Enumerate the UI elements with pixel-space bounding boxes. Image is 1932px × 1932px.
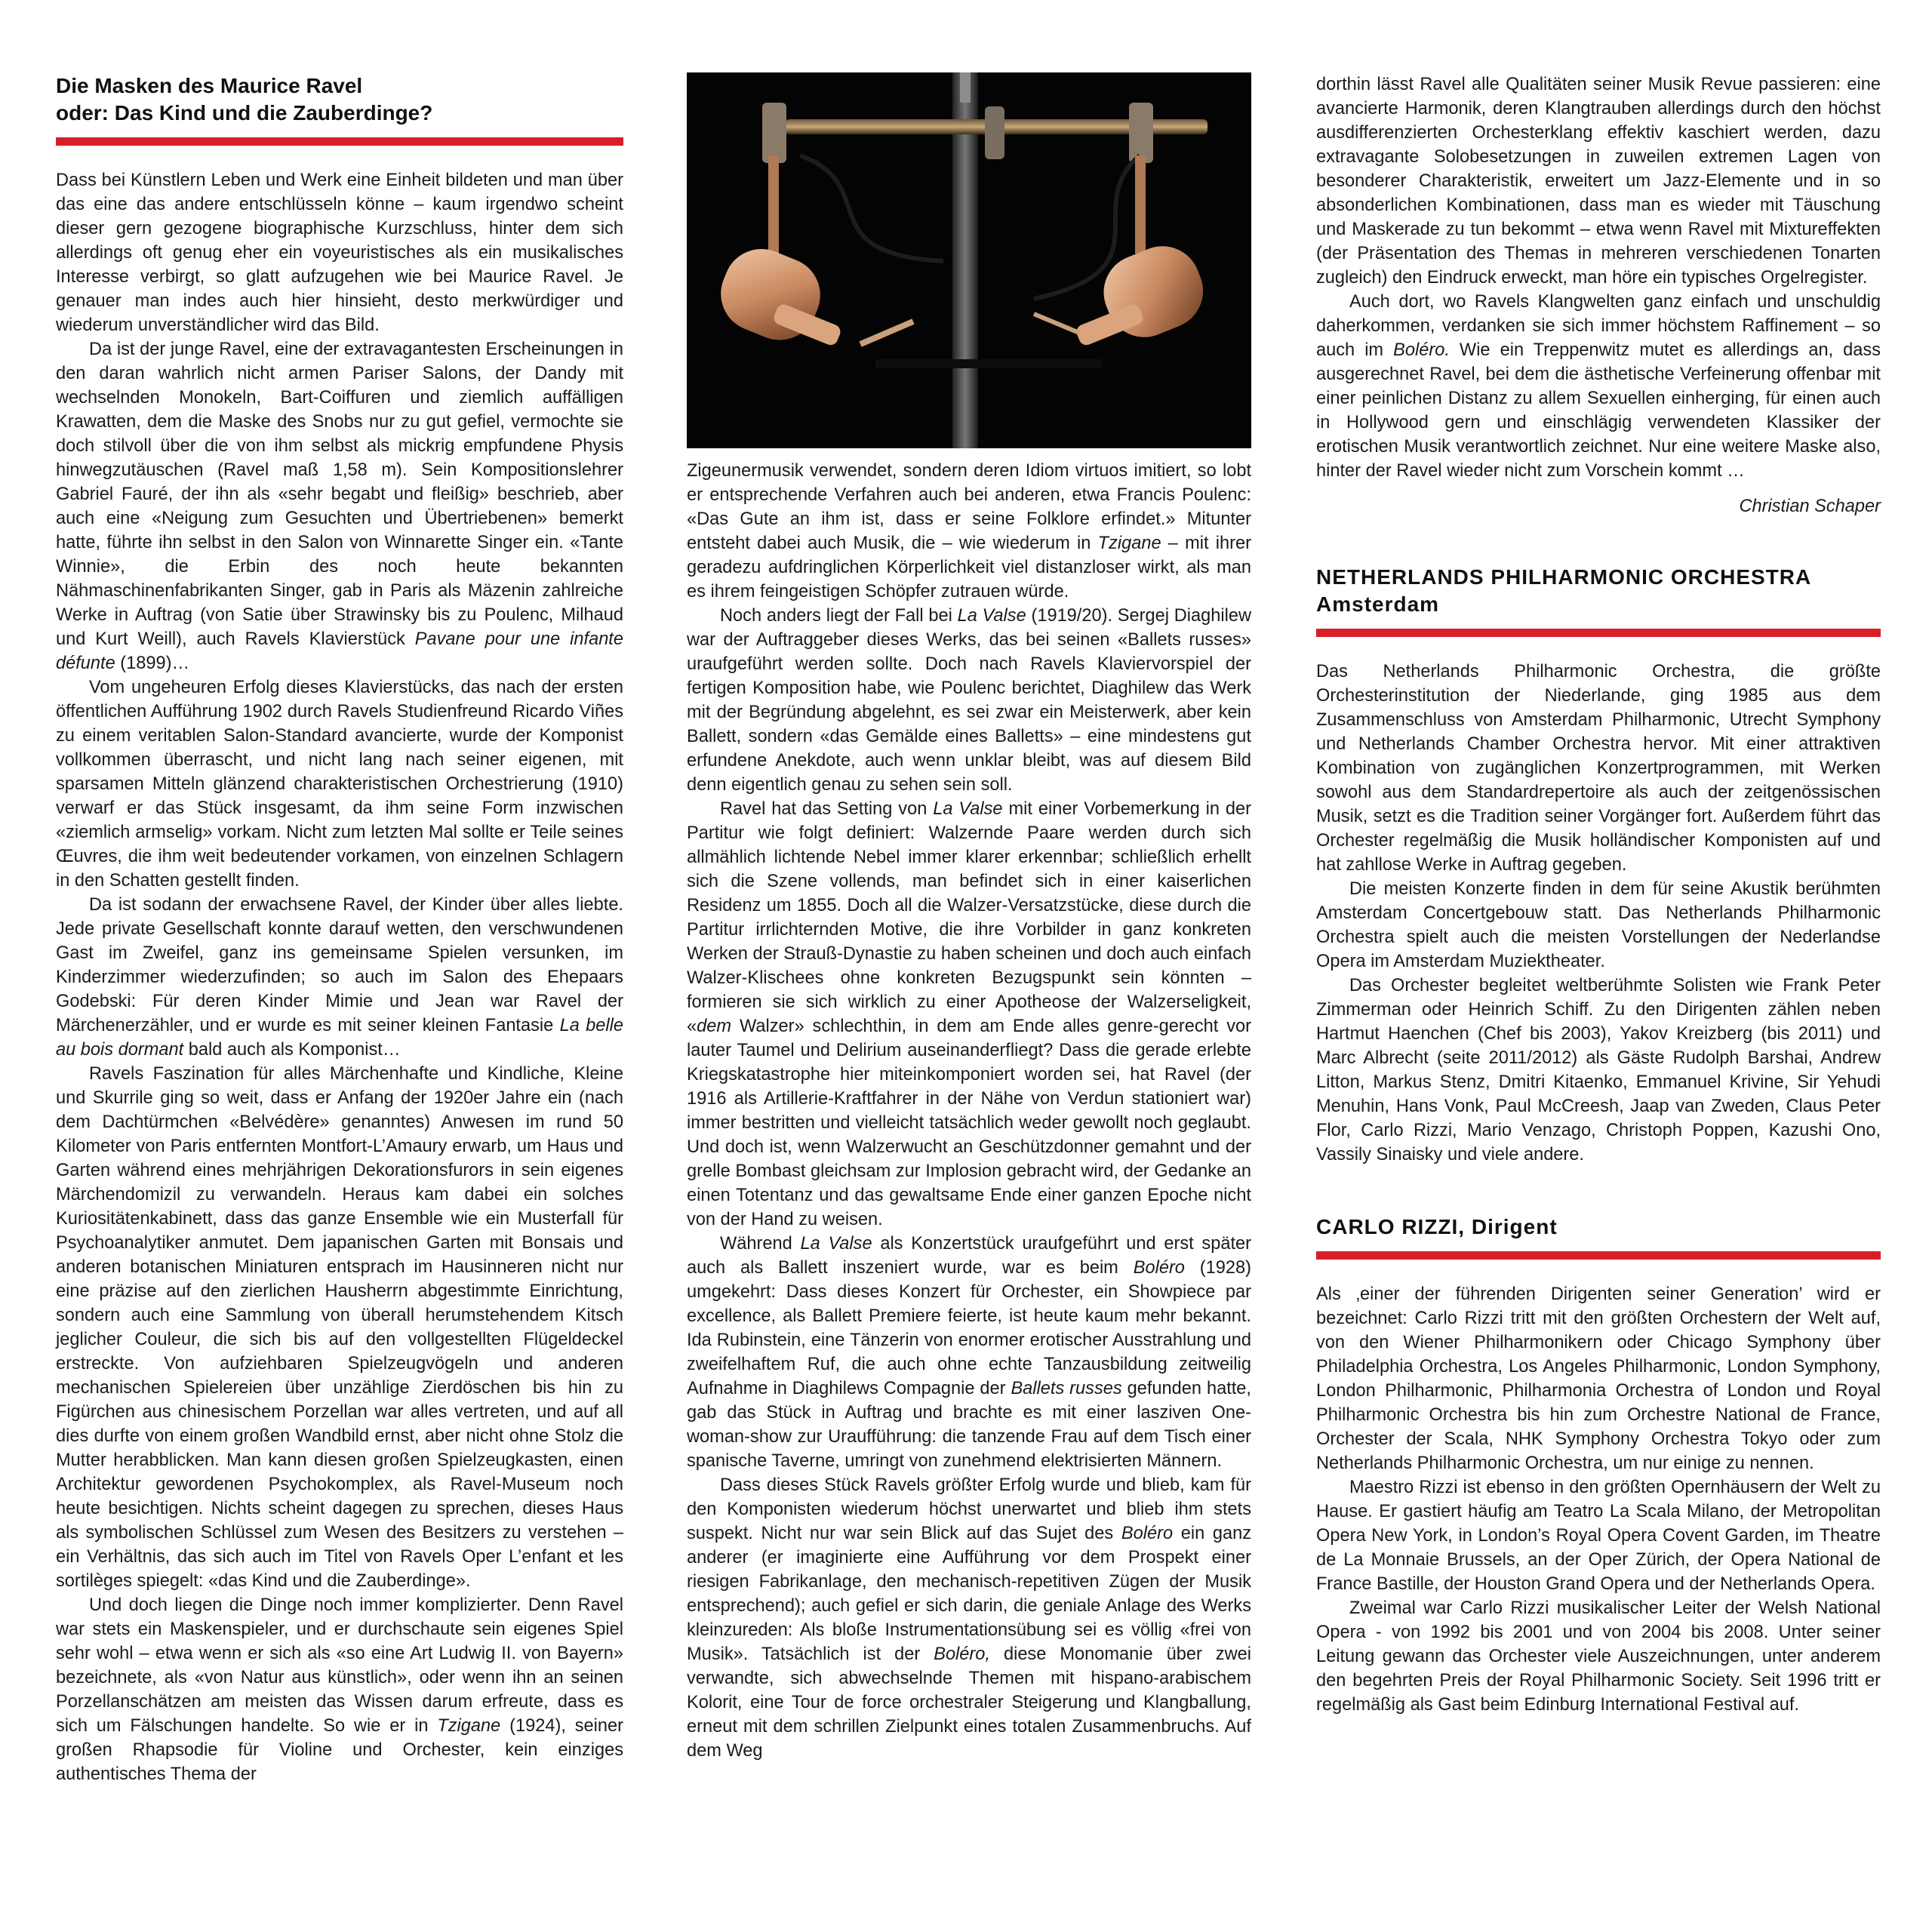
italic-text: dem (697, 1017, 732, 1036)
text-run: Das Netherlands Philharmonic Orchestra, die größte Orchesterinstitution der Niederlande, ging 1985 aus dem Zusammenschluss von Amsterdam Philharmonic, Utrecht Symphony und Netherlands Chamber Orchestra hervor. Mit einer attraktiven Kombination von zugänglichen Konzertprogrammen, mit Werken sowohl aus dem Standardrepertoire als auch der zeitgenössischen Musik, setzt es die Tradition seiner Vorgänger fort. Außerdem führt das Orchester regelmäßig die Musik holländischer Komponisten auf und hat zahllose Werke in Auftrag gegeben. (1316, 662, 1881, 875)
text-run: (1919/20). Sergej Diaghilew war der Auftraggeber dieses Werks, das bei seinen «Ballets russes» uraufgeführt werden sollte. Doch nach Ravels Klaviervorspiel der fertigen Komposition habe, wie Poulenc berichtet, Diaghilew das Werk mit der Begründung abgelehnt, es sei zwar ein Meisterwerk, aber kein Ballett, sondern «das Gemälde eines Balletts» – eine mindestens gut erfundene Anekdote, auch wenn unklar bleibt, was auf diesem Bild denn eigentlich genau zu sehen sein soll. (687, 606, 1251, 795)
text-run: Ravel hat das Setting von (720, 799, 934, 819)
paragraph (1316, 1475, 1881, 1596)
italic-text: Pavane pour une infante défunte (56, 629, 623, 673)
text-run: (1924), seiner großen Rhapsodie für Violine und Orchester, kein einziges authentisches Thema der (56, 1716, 623, 1784)
text-run: bald auch als Komponist… (183, 1040, 401, 1060)
paragraph (1316, 974, 1881, 1167)
orchestra-title: NETHERLANDS PHILHARMONIC ORCHESTRA (1316, 565, 1812, 589)
italic-text: La Valse (957, 606, 1026, 626)
text-run: Zigeunermusik verwendet, sondern deren Idiom virtuos imitiert, so lobt er entsprechende Verfahren auch bei anderen, etwa Francis Poulenc: «Das Gute an ihm ist, dass er seine Folklore erfindet.» Mitunter entsteht dabei auch Musik, die – wie wiederum in (687, 461, 1251, 553)
text-run: Die meisten Konzerte finden in dem für seine Akustik berühmten Amsterdam Concertgebouw statt. Das Netherlands Philharmonic Orchestra spielt auch die meisten Vorstellungen der Nederlandse Opera im Amsterdam Muziektheater. (1316, 879, 1881, 971)
text-run: mit einer Vorbemerkung in der Partitur wie folgt definiert: Walzernde Paare werden durch sich allmählich lichtende Nebel immer klarer erkennbar; schließlich erhellt sich die Szene vollends, man befindet sich in einer kaiserlichen Residenz um 1855. Doch all die Walzer-Versatzstücke, diese durch die Partitur irrlichternden Motive, die ihre Vorbilder in ganz konkreten Werken der Strauß-Dynastie zu haben scheinen und doch auch einfach Walzer-Klischees ohne konkreten Bezugspunkt sein könnten – formieren sie sich wirklich zu einer Apotheose der Walzerseligkeit, « (687, 799, 1251, 1036)
column-3 (1316, 72, 1881, 1717)
text-run: Maestro Rizzi ist ebenso in den größten Opernhäusern der Welt zu Hause. Er gastiert häufig am Teatro La Scala Milano, der Metropolitan Opera New York, in London’s Royal Opera Covent Garden, im Theatre de La Monnaie Brussels, an der Oper Zürich, der Opera National de France Bastille, der Houston Grand Opera und der Netherlands Opera. (1316, 1478, 1881, 1594)
text-run: Walzer» schlechthin, in dem am Ende alles genre-gerecht vor lauter Taumel und Delirium auseinanderfliegt? Dass die gerade erlebte Kriegskatastrophe hier miteinkomponiert worden sei, hat Ravel (der 1916 als Artillerie-Kraftfahrer in der Nähe von Verdun stationiert war) immer bestritten und vielleicht tatsächlich weder gewollt noch geglaubt. Und doch ist, wenn Walzerwucht an Geschützdonner gemahnt und der grelle Bombast gleichsam zur Implosion gebracht wird, der Gedanke an einen Totentanz und das gewaltsame Ende einer ganzen Epoche nicht von der Hand zu weisen. (687, 1017, 1251, 1229)
text-run: Vom ungeheuren Erfolg dieses Klavierstücks, das nach der ersten öffentlichen Aufführung 1902 durch Ravels Studienfreund Ricardo Viñes zu einem veritablen Salon-Standard avancierte, wurde der Komponist vollkommen überrascht, und nicht lang nach seiner eigenen, mit sparsamen Mitteln glänzend charakteristischen Orchestrierung (1910) verwarf er das Stück insgesamt, da ihm seine Form inzwischen «ziemlich armselig» vorkam. Nicht zum letzten Mal sollte er Teile seines Œuvres, die ihm weit bedeutender vorkamen, von einzelnen Schlagern in den Schatten gestellt finden. (56, 678, 623, 891)
paragraph (1316, 290, 1881, 483)
paragraph (56, 1062, 623, 1593)
text-run: – mit ihrer geradezu aufdringlichen Körperlichkeit viel distanzloser wirkt, als man es ihrem feingeistigen Schöpfer zutrauen würde. (687, 534, 1252, 601)
conductor-heading: CARLO RIZZI, Dirigent (1316, 1215, 1558, 1238)
article-title-line2: oder: Das Kind und die Zauberdinge? (56, 101, 433, 125)
paragraph (687, 1473, 1251, 1763)
paragraph (56, 337, 623, 675)
italic-text: La Valse (933, 799, 1003, 819)
text-run: Dass dieses Stück Ravels größter Erfolg wurde und blieb, kam für den Komponisten wiederum höchst unerwartet und blieb ihm stets suspekt. Nicht nur war sein Blick auf das Sujet des (687, 1475, 1251, 1543)
paragraph (56, 675, 623, 893)
text-run: Und doch liegen die Dinge noch immer komplizierter. Denn Ravel war stets ein Maskenspieler, und er durchschaute sein eigenes Spiel sehr wohl – etwa wenn er sich als «so eine Art Ludwig II. von Bayern» bezeichnete, als «von Natur aus künstlich», oder wenn ihn an seinen Porzellanschätzen am meisten das Wissen darum erfreute, dass es sich um Fälschungen handelte. So wie er in (56, 1595, 623, 1736)
orchestra-body (1316, 660, 1881, 1167)
paragraph (687, 797, 1251, 1232)
conductor-rule (1316, 1251, 1881, 1260)
text-run: (1899)… (115, 654, 190, 673)
text-run: diese Monomanie über zwei verwandte, sich abwechselnde Themen mit hispano-arabischem Kolorit, eine Tour de force orchestraler Steigerung und Klangballung, erneut mit dem schrillen Zielpunkt eines totalen Zusammenbruchs. Auf dem Weg (687, 1644, 1251, 1761)
article-body-col3 (1316, 72, 1881, 483)
article-title-line1: Die Masken des Maurice Ravel (56, 74, 363, 97)
text-run: dorthin lässt Ravel alle Qualitäten seiner Musik Revue passieren: eine avancierte Harmonik, deren Klangtrauben allerdings durch den höchst ausdifferenzierten Orchesterklang effektiv kaschiert werden, dazu extravagante Solobesetzungen in zuweilen extremen Lagen von besonderer Charakteristik, erweitert um Jazz-Elemente und in so absonderlichen Kombinationen, dass man es wieder mit Täuschung und Maskerade zu tun bekommt – etwa wenn Ravel mit Mixtureffekten (der Präsentation des Themas in mehreren verschiedenen Tonarten zugleich) den Eindruck erweckt, man höre ein typisches Orgelregister. (1316, 75, 1881, 288)
italic-text: Boléro, (934, 1644, 990, 1664)
paragraph (56, 893, 623, 1062)
text-run: gefunden hatte, gab das Stück in Auftrag und brachte es mit einer lasziven One-woman-show zur Uraufführung: die tanzende Frau auf dem Tisch einer spanische Taverne, umringt von zunehmend elektrisierten Männern. (687, 1379, 1251, 1471)
italic-text: Tzigane (1097, 534, 1161, 553)
italic-text: Tzigane (437, 1716, 501, 1736)
paragraph (687, 1232, 1251, 1473)
microphone-illustration (687, 72, 1251, 448)
article-title (56, 72, 623, 137)
article-body-col2 (687, 459, 1251, 1763)
paragraph (1316, 1282, 1881, 1475)
paragraph (1316, 877, 1881, 974)
text-run: Dass bei Künstlern Leben und Werk eine Einheit bildeten und man über das eine das andere entschlüsseln könne – kaum irgendwo scheint dieser gern gezogene biographische Kurzschluss, hinter dem sich allerdings oft genug eher ein voyeuristisches als ein musikalisches Interesse verbirgt, so glatt aufzugehen wie bei Maurice Ravel. Je genauer man indes auch hier hinsieht, desto merkwürdiger und wiederum unverständlicher wird das Bild. (56, 171, 623, 335)
text-run: Da ist der junge Ravel, eine der extravagantesten Erscheinungen in den daran wahrlich nicht armen Pariser Salons, der Dandy mit wechselnden Monokeln, Bart-Coiffuren und ziemlich auffälligen Krawatten, dem die Maske des Snobs nur zu gut gefiel, vermochte sie doch stilvoll über die von ihm selbst als mickrig empfundene Physis hinwegzutäuschen (Ravel maß 1,58 m). Sein Kompositionslehrer Gabriel Fauré, der ihn als «sehr begabt und fleißig» beschrieb, aber auch eine «Neigung zum Gesuchten und Übertriebenen» bemerkt hatte, führte ihn selbst in den Salon von Winnarette Singer ein. «Tante Winnie», die Erbin des noch heute bekannten Nähmaschinenfabrikanten Singer, gab in Paris als Mäzenin zahlreiche Werke in Auftrag (von Satie über Strawinsky bis zu Poulenc, Milhaud und Kurt Weill), auch Ravels Klavierstück (56, 340, 623, 649)
italic-text: Ballets russes (1011, 1379, 1122, 1398)
column-1 (56, 72, 623, 1786)
text-run: Zweimal war Carlo Rizzi musikalischer Leiter der Welsh National Opera - von 1992 bis 2001 und von 2004 bis 2008. Unter seiner Leitung gewann das Orchester viele Auszeichnungen, unter anderem den begehrten Preis der Royal Philharmonic Society. Seit 1996 tritt er regelmäßig als Gast beim Edinburg International Festival auf. (1316, 1598, 1881, 1715)
orchestra-rule (1316, 629, 1881, 637)
text-run: Da ist sodann der erwachsene Ravel, der Kinder über alles liebte. Jede private Gesellschaft konnte darauf wetten, den verschwundenen Gast im Zweifel, ganz ins gemeinsame Spielen versunken, im Kinderzimmer wiederzufinden; so auch im Salon des Ehepaars Godebski: Für deren Kinder Mimie und Jean war Ravel der Märchenerzähler, und er wurde es mit seiner kleinen Fantasie (56, 895, 623, 1035)
article-body-col1 (56, 168, 623, 1786)
italic-text: Boléro (1133, 1258, 1185, 1278)
stereo-microphone-photo (687, 72, 1251, 448)
text-run: Das Orchester begleitet weltberühmte Solisten wie Frank Peter Zimmerman oder Heinrich Schiff. Zu den Dirigenten zählen neben Hartmut Haenchen (Chef bis 2003), Yakov Kreizberg (bis 2011) und Marc Albrecht (seite 2011/2012) als Gäste Rudolph Barshai, Andrew Litton, Markus Stenz, Dmitri Kitaenko, Emmanuel Krivine, Sir Yehudi Menuhin, Hans Vonk, Paul McCreesh, Jaap van Zweden, Claus Peter Flor, Carlo Rizzi, Mario Venzago, Christoph Poppen, Kazushi Ono, Vassily Sinaisky und viele andere. (1316, 976, 1881, 1164)
author-signature: Christian Schaper (1739, 497, 1881, 516)
paragraph (56, 1593, 623, 1786)
paragraph (56, 168, 623, 337)
text-run: Ravels Faszination für alles Märchenhafte und Kindliche, Kleine und Skurrile ging so weit, dass er Anfang der 1920er Jahre ein (nach dem Dachtürmchen «Belvédère» genanntes) Anwesen im rund 50 Kilometer von Paris entfernten Montfort-L’Amaury erwarb, um Haus und Garten während eines mehrjährigen Dekorationsfurors in sein eigenes Märchendomizil zu verwandeln. Heraus kam dabei ein solches Kuriositätenkabinett, dass das ganze Ensemble wie ein Musterfall für Psychoanalytiker anmutet. Dem japanischen Garten mit Bonsais und anderen botanischen Miniaturen entsprach im Hausinneren nicht nur eine präzise auf den zierlichen Hausherrn abgestimmte Einrichtung, sondern auch eine Sammlung von überall herumstehendem Kitsch jeglicher Couleur, die sich bis auf den vollgestellten Flügeldeckel erstreckte. Von aufziehbaren Spielzeugvögeln und anderen mechanischen Spielereien über unzählige Zierdöschen bis hin zu Figürchen aus chinesischem Porzellan war alles vertreten, und auf all dies durfte von einem großen Wandbild ernst, aber nicht ohne Stolz die Mutter herabblicken. Man kann diesen großen Spielzeugkasten, einen Architektur gewordenen Psychokomplex, als Ravel-Museum noch heute besichtigen. Nichts scheint dagegen zu sprechen, dieses Haus als symbolischen Schlüssel zum Wesen des Besitzers zu verstehen – ein Verhältnis, das sich auch im Titel von Ravels Oper L’enfant et les sortilèges spiegelt: «das Kind und die Zauberdinge». (56, 1064, 623, 1591)
paragraph (1316, 660, 1881, 877)
orchestra-subtitle: Amsterdam (1316, 592, 1440, 616)
orchestra-heading (1316, 564, 1881, 629)
text-run: Während (720, 1234, 801, 1254)
text-run: Als ‚einer der führenden Dirigenten seiner Generation’ wird er bezeichnet: Carlo Rizzi tritt mit den größten Orchestern der Welt auf, von den Wiener Philharmonikern oder Chicago Symphony über Philadelphia Orchestra, Los Angeles Philharmonic, London Symphony, London Philharmonic, Philharmonia Orchestra of London und Royal Philharmonic Orchestra bis hin zum Orchestre National de France, Orchester der Scala, NHK Symphony Orchestra Tokyo oder zum Netherlands Philharmonic Orchestra, um nur einige zu nennen. (1316, 1284, 1881, 1473)
column-2 (687, 72, 1251, 1763)
paragraph (687, 604, 1251, 797)
paragraph (1316, 72, 1881, 290)
paragraph (687, 459, 1251, 604)
text-run: Wie ein Treppenwitz mutet es allerdings an, dass ausgerechnet Ravel, bei dem die ästhetische Verfeinerung offenbar mit einer peinlichen Distanz zu allem Sexuellen einherging, für einen auch in Hollywood gern und einschlägig verwendeten Klassiker der erotischen Musik verantwortlich zeichnet. Nur eine weitere Maske also, hinter der Ravel wieder nicht zum Vorschein kommt … (1316, 340, 1881, 481)
text-run: als Konzertstück uraufgeführt und erst später auch als Ballett inszeniert wurde, war es beim (687, 1234, 1251, 1278)
text-run: ein ganz anderer (er imaginierte eine Aufführung vor dem Prospekt einer riesigen Fabrikanlage, den mechanisch-repetitiven Zügen der Musik entsprechend); auch gefiel er sich darin, die geniale Anlage des Werks kleinzureden: Als bloße Instrumentationsübung sei es völlig «frei von Musik». Tatsächlich ist der (687, 1524, 1251, 1664)
section-spacer (1316, 1167, 1881, 1214)
paragraph (1316, 1596, 1881, 1717)
italic-text: La Valse (800, 1234, 872, 1254)
text-run: (1928) umgekehrt: Dass dieses Konzert für Orchester, ein Showpiece par excellence, als Ballett Premiere feierte, ist heute kaum mehr bekannt. Ida Rubinstein, eine Tänzerin von enormer erotischer Ausstrahlung und zweifelhaftem Ruf, die auch ohne echte Tanzausbildung zeitweilig Aufnahme in Diaghilews Compagnie der (687, 1258, 1251, 1398)
italic-text: Boléro. (1393, 340, 1450, 360)
italic-text: La belle au bois dormant (56, 1016, 623, 1060)
conductor-body (1316, 1282, 1881, 1717)
text-run: Auch dort, wo Ravels Klangwelten ganz einfach und unschuldig daherkommen, verdanken sie sich immer höchstem Raffinement – so auch im (1316, 292, 1881, 360)
italic-text: Boléro (1121, 1524, 1174, 1543)
text-run: Noch anders liegt der Fall bei (720, 606, 958, 626)
title-rule (56, 137, 623, 146)
